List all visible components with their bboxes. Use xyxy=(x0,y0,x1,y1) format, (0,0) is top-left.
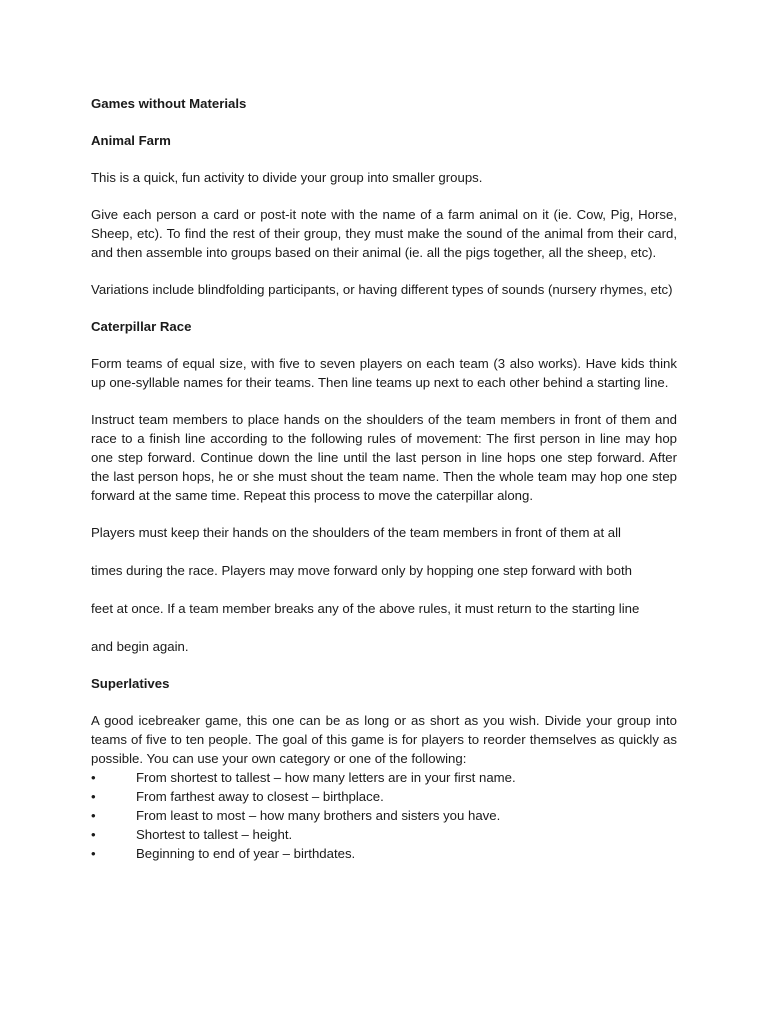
spaced-line: times during the race. Players may move forward only by hopping one step forward with both xyxy=(91,563,632,578)
animal-farm-paragraph: Give each person a card or post-it note with the name of a farm animal on it (ie. Cow, Pig, Horse, Sheep, etc). To find the rest of their group, they must make the sound of the animal from their card, and then assemble into groups based on their animal (ie. all the pigs together, all the sheep, etc). xyxy=(91,207,677,260)
document-page xyxy=(91,94,677,863)
caterpillar-race-spaced-paragraph xyxy=(91,523,677,656)
list-item xyxy=(91,825,677,844)
spaced-line: Players must keep their hands on the shoulders of the team members in front of them at all xyxy=(91,525,621,540)
caterpillar-race-paragraph: Instruct team members to place hands on the shoulders of the team members in front of them and race to a finish line according to the following rules of movement: The first person in line may hop one step forward. Continue down the line until the last person in line hops one step forward. After the last person hops, he or she must shout the team name. Then the whole team may hop one step forward at the same time. Repeat this process to move the caterpillar along. xyxy=(91,412,677,503)
bullet-icon: • xyxy=(91,846,96,861)
list-item xyxy=(91,806,677,825)
spaced-line: and begin again. xyxy=(91,639,189,654)
bullet-icon: • xyxy=(91,808,96,823)
list-item-text: Beginning to end of year – birthdates. xyxy=(136,846,356,861)
list-item-text: From shortest to tallest – how many letters are in your first name. xyxy=(136,770,516,785)
list-item-text: From least to most – how many brothers and sisters you have. xyxy=(136,808,501,823)
bullet-icon: • xyxy=(91,789,96,804)
animal-farm-paragraph: Variations include blindfolding participants, or having different types of sounds (nursery rhymes, etc) xyxy=(91,282,673,297)
spaced-line: feet at once. If a team member breaks any of the above rules, it must return to the starting line xyxy=(91,601,640,616)
document-title: Games without Materials xyxy=(91,96,247,111)
list-item-text: Shortest to tallest – height. xyxy=(136,827,293,842)
bullet-icon: • xyxy=(91,827,96,842)
caterpillar-race-paragraph: Form teams of equal size, with five to seven players on each team (3 also works). Have kids think up one-syllable names for their teams. Then line teams up next to each other behind a starting line. xyxy=(91,356,677,390)
section-heading-animal-farm: Animal Farm xyxy=(91,133,171,148)
list-item xyxy=(91,787,677,806)
bullet-icon: • xyxy=(91,770,96,785)
list-item xyxy=(91,768,677,787)
animal-farm-paragraph: This is a quick, fun activity to divide your group into smaller groups. xyxy=(91,170,483,185)
list-item-text: From farthest away to closest – birthplace. xyxy=(136,789,384,804)
superlatives-intro: A good icebreaker game, this one can be as long or as short as you wish. Divide your group into teams of five to ten people. The goal of this game is for players to reorder themselves as quickly as possible. You can use your own category or one of the following: xyxy=(91,713,677,766)
section-heading-caterpillar-race: Caterpillar Race xyxy=(91,319,192,334)
section-heading-superlatives: Superlatives xyxy=(91,676,170,691)
list-item xyxy=(91,844,677,863)
superlatives-list xyxy=(91,768,677,863)
